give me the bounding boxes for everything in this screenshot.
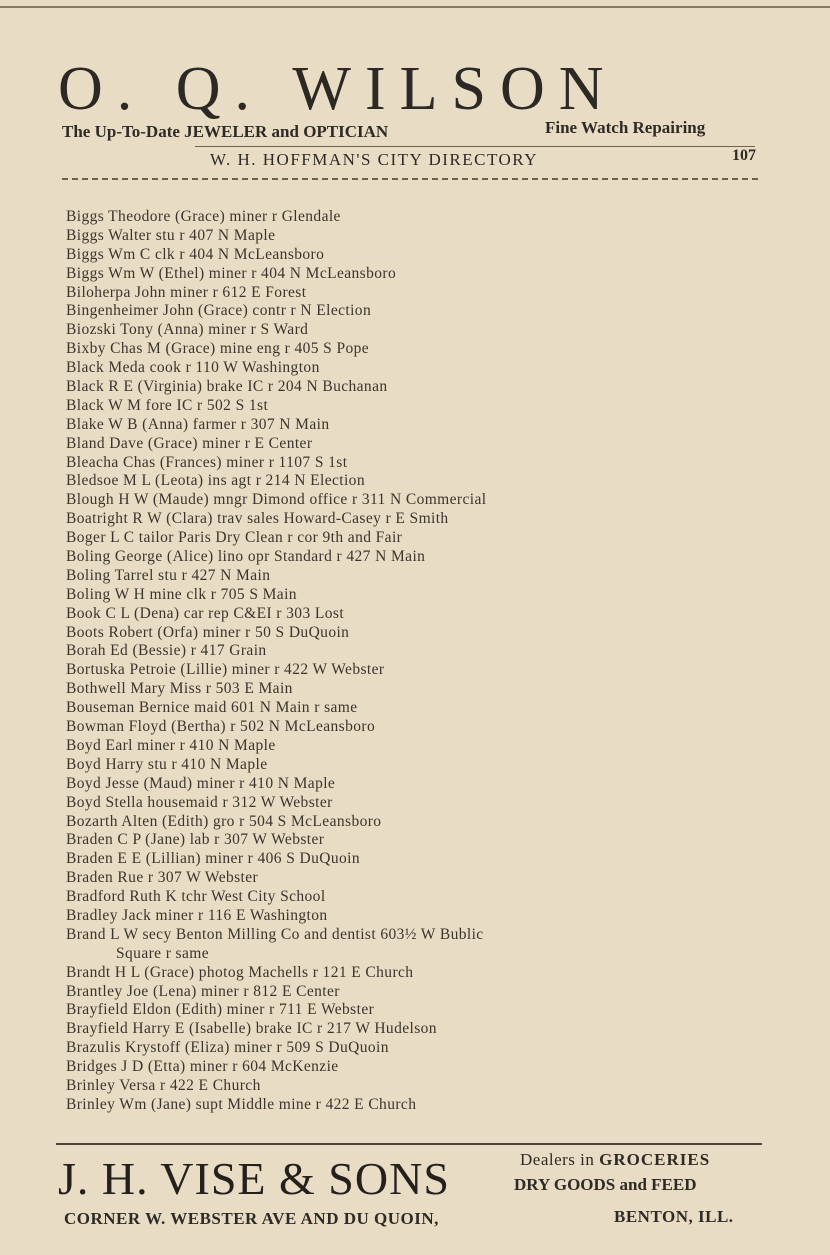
- top-ad-service: Fine Watch Repairing: [545, 118, 706, 137]
- directory-entry: Biggs Theodore (Grace) miner r Glendale: [66, 208, 341, 225]
- directory-entry: Braden E E (Lillian) miner r 406 S DuQuoin: [66, 850, 361, 868]
- directory-entry: Boyd Jesse (Maud) miner r 410 N Maple: [66, 774, 336, 792]
- directory-entry: Bixby Chas M (Grace) mine eng r 405 S Pope: [66, 340, 370, 358]
- directory-entry: Boyd Earl miner r 410 N Maple: [66, 736, 276, 754]
- directory-entry: Bradford Ruth K tchr West City School: [66, 888, 326, 906]
- directory-entry: Bouseman Bernice maid 601 N Main r same: [66, 699, 358, 717]
- bottom-ad-rule: [56, 1143, 762, 1145]
- top-ad-tagline: The Up-To-Date JEWELER and OPTICIAN: [62, 122, 389, 141]
- bottom-ad-city: BENTON, ILL.: [614, 1207, 734, 1226]
- directory-entry: Bothwell Mary Miss r 503 E Main: [66, 680, 293, 698]
- directory-entry: Bridges J D (Etta) miner r 604 McKenzie: [66, 1058, 339, 1076]
- directory-entry: Book C L (Dena) car rep C&EI r 303 Lost: [66, 604, 345, 622]
- directory-entry: Biloherpa John miner r 612 E Forest: [66, 283, 307, 301]
- bottom-ad-line-2: DRY GOODS and FEED: [514, 1175, 697, 1194]
- directory-entry: Biozski Tony (Anna) miner r S Ward: [66, 321, 309, 339]
- page-number: 107: [732, 147, 756, 164]
- directory-entry: Bradley Jack miner r 116 E Washington: [66, 906, 328, 924]
- directory-entry: Bleacha Chas (Frances) miner r 1107 S 1st: [66, 453, 348, 471]
- top-border-rule: [0, 6, 830, 8]
- bottom-ad-address: CORNER W. WEBSTER AVE AND DU QUOIN,: [64, 1209, 439, 1228]
- directory-entry: Brandt H L (Grace) photog Machells r 121 E Church: [66, 963, 414, 981]
- directory-entry: Boling Tarrel stu r 427 N Main: [66, 566, 271, 584]
- directory-title: W. H. HOFFMAN'S CITY DIRECTORY: [210, 150, 538, 169]
- directory-entry: Boatright R W (Clara) trav sales Howard-Casey r E Smith: [66, 510, 449, 528]
- directory-entry: Square r same: [116, 944, 210, 962]
- directory-entry: Biggs Wm C clk r 404 N McLeansboro: [66, 245, 325, 263]
- directory-entry: Biggs Walter stu r 407 N Maple: [66, 226, 276, 244]
- directory-entry: Brinley Wm (Jane) supt Middle mine r 422 E Church: [66, 1095, 417, 1113]
- directory-entry: Borah Ed (Bessie) r 417 Grain: [66, 642, 267, 660]
- directory-entry: Bowman Floyd (Bertha) r 502 N McLeansboro: [66, 718, 376, 736]
- directory-listing: [66, 208, 756, 1115]
- directory-entry: Braden C P (Jane) lab r 307 W Webster: [66, 831, 325, 849]
- header-divider: [195, 146, 755, 147]
- directory-entry: Blough H W (Maude) mngr Dimond office r 311 N Commercial: [66, 491, 487, 509]
- directory-entry: Brazulis Krystoff (Eliza) miner r 509 S DuQuoin: [66, 1039, 389, 1057]
- top-ad-business-name: O. Q. WILSON: [58, 55, 618, 123]
- directory-entry: Black W M fore IC r 502 S 1st: [66, 396, 269, 414]
- bottom-ad-line-1: [520, 1150, 710, 1170]
- directory-entry: Braden Rue r 307 W Webster: [66, 869, 259, 887]
- directory-entry: Biggs Wm W (Ethel) miner r 404 N McLeansboro: [66, 264, 397, 282]
- bottom-ad-line-1-bold: GROCERIES: [599, 1150, 711, 1169]
- bottom-ad-line-1-prefix: Dealers in: [520, 1150, 595, 1169]
- header-dashed-rule: [62, 178, 758, 180]
- directory-entry: Boyd Stella housemaid r 312 W Webster: [66, 793, 333, 811]
- directory-entry: Brayfield Eldon (Edith) miner r 711 E Webster: [66, 1001, 375, 1019]
- directory-entry: Boots Robert (Orfa) miner r 50 S DuQuoin: [66, 623, 350, 641]
- directory-entry: Boling George (Alice) lino opr Standard r 427 N Main: [66, 548, 426, 566]
- directory-entry: Boyd Harry stu r 410 N Maple: [66, 755, 268, 773]
- directory-entry: Boling W H mine clk r 705 S Main: [66, 585, 297, 603]
- directory-entry: Black R E (Virginia) brake IC r 204 N Buchanan: [66, 378, 388, 396]
- directory-entry: Bland Dave (Grace) miner r E Center: [66, 434, 313, 452]
- directory-entry: Brayfield Harry E (Isabelle) brake IC r 217 W Hudelson: [66, 1020, 437, 1038]
- directory-entry: Boger L C tailor Paris Dry Clean r cor 9th and Fair: [66, 529, 403, 547]
- directory-entry: Black Meda cook r 110 W Washington: [66, 359, 320, 377]
- directory-entry: Brinley Versa r 422 E Church: [66, 1076, 261, 1094]
- directory-entry: Brand L W secy Benton Milling Co and dentist 603½ W Bublic: [66, 925, 484, 943]
- directory-entry: Bledsoe M L (Leota) ins agt r 214 N Election: [66, 472, 365, 490]
- bottom-ad-business-name: J. H. VISE & SONS: [58, 1153, 450, 1204]
- directory-entry: Brantley Joe (Lena) miner r 812 E Center: [66, 982, 340, 1000]
- directory-entry: Bozarth Alten (Edith) gro r 504 S McLeansboro: [66, 812, 382, 830]
- directory-entry: Bingenheimer John (Grace) contr r N Election: [66, 302, 372, 320]
- directory-entry: Bortuska Petroie (Lillie) miner r 422 W Webster: [66, 661, 385, 679]
- directory-entry: Blake W B (Anna) farmer r 307 N Main: [66, 415, 330, 433]
